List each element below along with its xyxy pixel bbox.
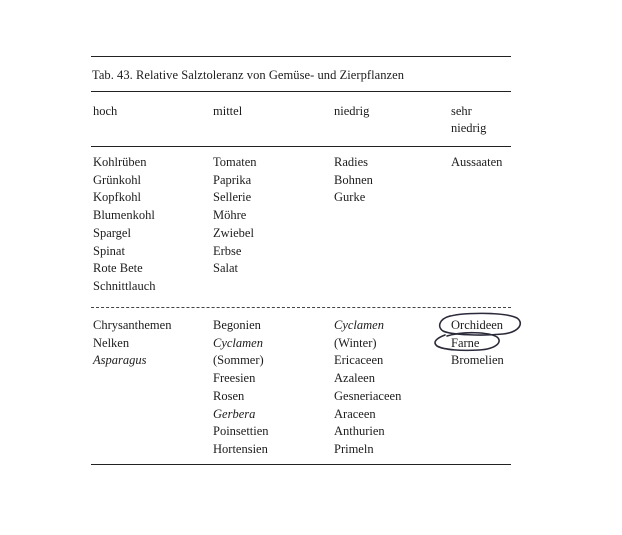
cell: Asparagus (93, 353, 147, 368)
cell: Erbse (213, 243, 242, 258)
cell: Kohlrüben (93, 155, 147, 169)
cell: Zwiebel (213, 225, 254, 240)
cell: Radies (334, 155, 369, 169)
cell: Spargel (93, 225, 131, 240)
cell: Kopfkohl (93, 190, 141, 205)
cell: Blumenkohl (93, 208, 155, 223)
cell: Nelken (93, 335, 130, 350)
cell: Farne (451, 335, 480, 350)
cell: Araceen (334, 406, 376, 421)
orchideen-circle-mark (440, 313, 521, 335)
cell: Möhre (213, 208, 247, 223)
cell: (Winter) (334, 335, 377, 350)
cell: Begonien (213, 318, 261, 332)
cell: (Sommer) (213, 353, 264, 368)
cell: Grünkohl (93, 172, 141, 187)
cell: Rosen (213, 388, 245, 403)
cell: Salat (213, 261, 238, 276)
cell: Schnittlauch (93, 278, 156, 293)
cell: Freesien (213, 371, 256, 386)
cell: Ericaceen (334, 353, 384, 368)
cell: Cyclamen (213, 335, 263, 350)
cell: Tomaten (213, 155, 257, 169)
cell: Cyclamen (334, 318, 384, 332)
table-caption: Tab. 43. Relative Salztoleranz von Gemüse- und Zierpflanzen (92, 68, 405, 82)
cell: Orchideen (451, 318, 504, 332)
cell: Paprika (213, 172, 252, 187)
cell: Gurke (334, 190, 366, 205)
cell: Spinat (93, 243, 125, 258)
cell: Poinsettien (213, 424, 269, 439)
cell: Azaleen (334, 371, 375, 386)
header-mittel: mittel (213, 104, 243, 118)
cell: Sellerie (213, 190, 252, 205)
cell: Aussaaten (451, 155, 503, 169)
cell: Rote Bete (93, 261, 143, 276)
cell: Gerbera (213, 406, 256, 421)
header-hoch: hoch (93, 104, 118, 118)
header-niedrig: niedrig (334, 104, 370, 118)
cell: Bromelien (451, 353, 504, 368)
cell: Chrysanthemen (93, 318, 172, 332)
header-sehr-line1: sehr (451, 104, 472, 118)
cell: Hortensien (213, 441, 268, 456)
cell: Gesneriaceen (334, 388, 402, 403)
cell: Primeln (334, 441, 374, 456)
cell: Bohnen (334, 172, 373, 187)
cell: Anthurien (334, 424, 385, 439)
header-sehr-line2: niedrig (451, 121, 487, 135)
